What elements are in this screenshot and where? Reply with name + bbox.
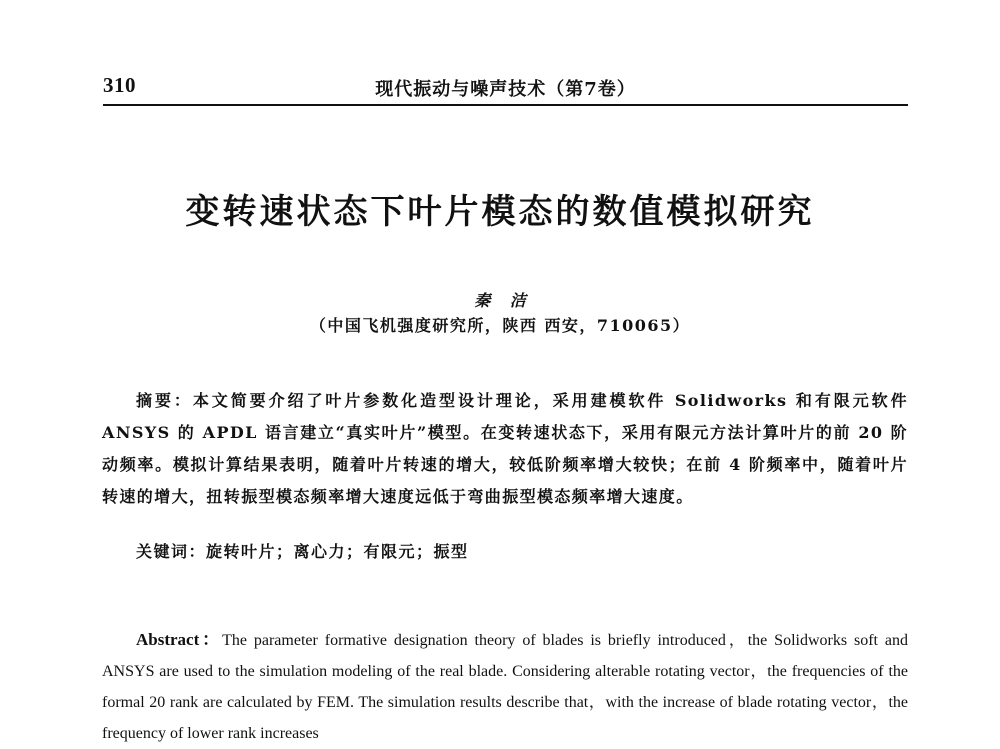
chinese-abstract [102, 385, 908, 513]
english-abstract-separator: ： [199, 630, 223, 649]
english-abstract-label: Abstract [136, 630, 200, 649]
paper-title: 变转速状态下叶片模态的数值模拟研究 [185, 192, 815, 232]
header-rule [103, 104, 908, 106]
journal-running-title: 现代振动与噪声技术（第7卷） [375, 79, 636, 100]
chinese-keywords [136, 539, 469, 562]
page-number: 310 [103, 73, 136, 97]
english-abstract-text: The parameter formative designation theory of blades is briefly introduced，the Solidworks soft and ANSYS are used to the simulation modeling of the real blade. Considering alterable rotating vector，the frequencies of the formal 20 rank are calculated by FEM. The simulation results describe that，with the increase of blade rotating vector，the frequency of lower rank increases [102, 632, 909, 742]
english-abstract [102, 624, 908, 749]
author-affiliation: （中国飞机强度研究所，陕西 西安，710065） [309, 316, 691, 335]
running-header [103, 73, 908, 103]
author-name: 秦 洁 [474, 291, 526, 310]
chinese-keywords-text: 旋转叶片；离心力；有限元；振型 [206, 542, 469, 561]
chinese-abstract-text: 本文简要介绍了叶片参数化造型设计理论，采用建模软件 Solidworks 和有限元软件 ANSYS 的 APDL 语言建立“真实叶片”模型。在变转速状态下，采用有限元方法计算叶片的前 20 阶动频率。模拟计算结果表明，随着叶片转速的增大，较低阶频率增大较快；在前 4 阶频率中，随着叶片转速的增大，扭转振型模态频率增大速度远低于弯曲振型模态频率增大速度。 [102, 391, 908, 506]
chinese-abstract-label: 摘要： [136, 391, 193, 410]
chinese-keywords-label: 关键词： [136, 542, 207, 561]
